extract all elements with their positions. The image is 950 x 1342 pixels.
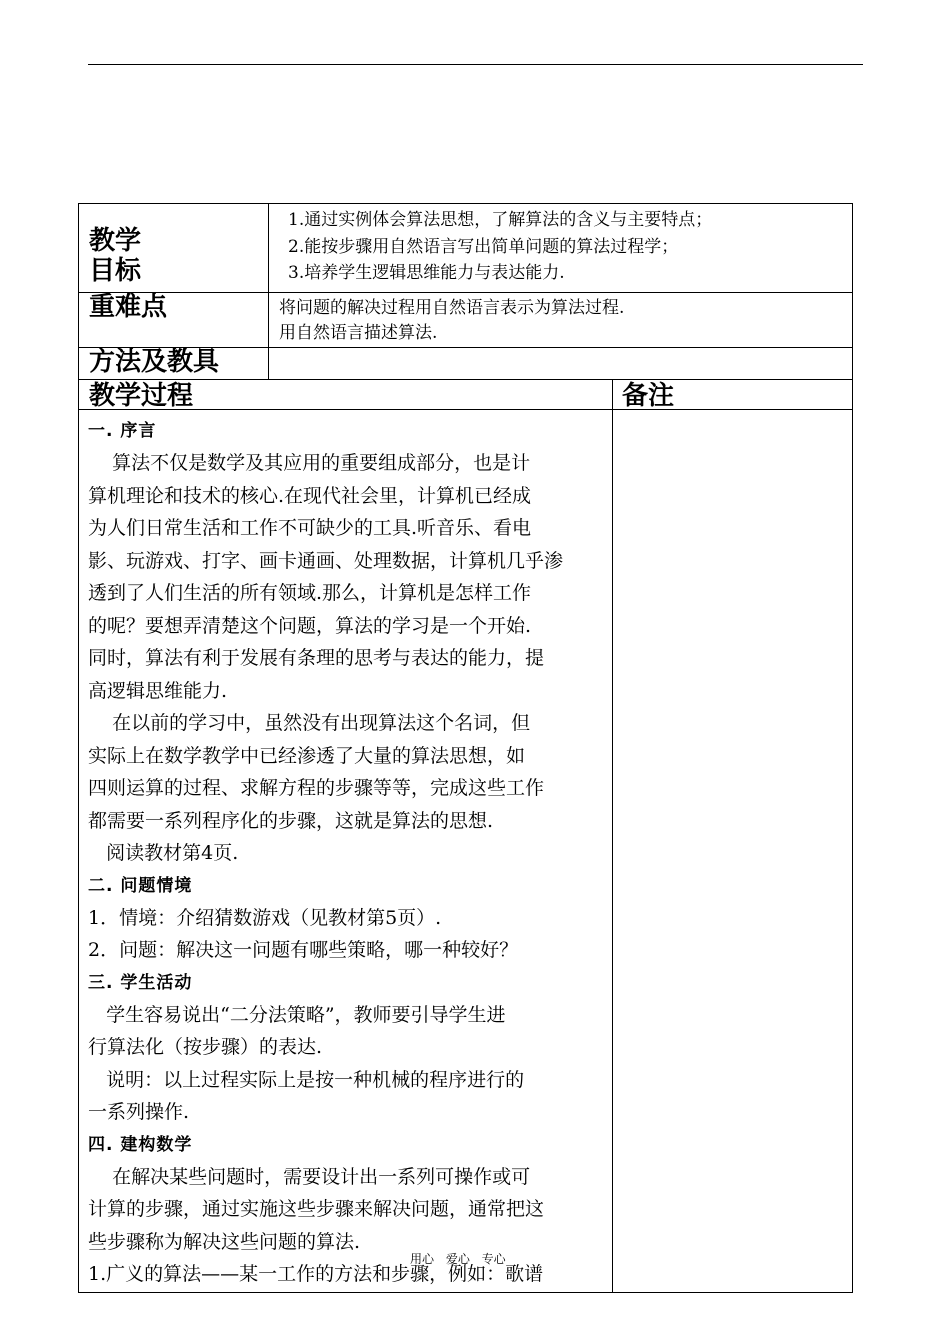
body-line: 的呢？要想弄清楚这个问题，算法的学习是一个开始. — [88, 614, 532, 637]
header-rule — [88, 64, 863, 65]
row-divider — [79, 379, 852, 380]
row-divider — [79, 409, 852, 410]
section-heading: 三. 学生活动 — [88, 972, 193, 993]
notes-label: 备注 — [622, 381, 675, 411]
method-label: 方法及教具 — [89, 347, 220, 377]
col-divider — [612, 379, 613, 1292]
body-line: 学生容易说出“二分法策略”，教师要引导学生进 — [88, 1003, 506, 1026]
body-line: 些步骤称为解决这些问题的算法. — [88, 1230, 361, 1253]
body-line: 实际上在数学教学中已经渗透了大量的算法思想，如 — [88, 744, 526, 767]
body-line: 行算法化（按步骤）的表达. — [88, 1036, 323, 1058]
section-heading: 四. 建构数学 — [88, 1134, 193, 1155]
body-line: 说明：以上过程实际上是按一种机械的程序进行的 — [88, 1068, 525, 1091]
body-line: 透到了人们生活的所有领域.那么，计算机是怎样工作 — [88, 582, 532, 604]
col-divider — [268, 204, 269, 379]
body-line: 算法不仅是数学及其应用的重要组成部分，也是计 — [88, 452, 531, 474]
goals-label: 教学 目标 — [89, 226, 142, 286]
body-line: 2．问题：解决这一问题有哪些策略，哪一种较好？ — [88, 939, 519, 961]
body-line: 一系列操作. — [88, 1101, 190, 1123]
section-heading: 二. 问题情境 — [88, 875, 193, 896]
key-points-label: 重难点 — [89, 292, 168, 322]
body-line: 阅读教材第4页. — [88, 842, 239, 864]
body-line: 高逻辑思维能力. — [88, 679, 228, 702]
body-line: 四则运算的过程、求解方程的步骤等等，完成这些工作 — [88, 777, 545, 799]
body-line: 为人们日常生活和工作不可缺少的工具.听音乐、看电 — [88, 517, 532, 539]
body-line: 1．情境：介绍猜数游戏（见教材第5页）. — [88, 906, 442, 929]
body-line: 算机理论和技术的核心.在现代社会里，计算机已经成 — [88, 484, 532, 507]
body-line: 影、玩游戏、打字、画卡通画、处理数据，计算机几乎渗 — [88, 549, 564, 572]
body-line: 都需要一系列程序化的步骤，这就是算法的思想. — [88, 809, 494, 832]
body-line: 在以前的学习中，虽然没有出现算法这个名词，但 — [88, 712, 531, 734]
key-points-text: 将问题的解决过程用自然语言表示为算法过程. 用自然语言描述算法. — [279, 298, 625, 343]
process-content — [88, 415, 608, 1291]
body-line: 1.广义的算法——某一工作的方法和步骤，例如：歌谱 — [88, 1263, 544, 1285]
row-divider — [79, 292, 852, 293]
goals-text: 1.通过实例体会算法思想，了解算法的含义与主要特点； 2.能按步骤用自然语言写出简单问题的算法过程学； 3.培养学生逻辑思维能力与表达能力. — [288, 210, 713, 283]
body-line: 计算的步骤，通过实施这些步骤来解决问题，通常把这 — [88, 1198, 545, 1220]
footer-text: 用心 爱心 专心 — [410, 1252, 506, 1266]
section-heading: 一. 序言 — [88, 421, 157, 441]
body-line: 同时，算法有利于发展有条理的思考与表达的能力，提 — [88, 647, 545, 669]
process-label: 教学过程 — [89, 381, 194, 411]
body-line: 在解决某些问题时，需要设计出一系列可操作或可 — [88, 1165, 531, 1188]
